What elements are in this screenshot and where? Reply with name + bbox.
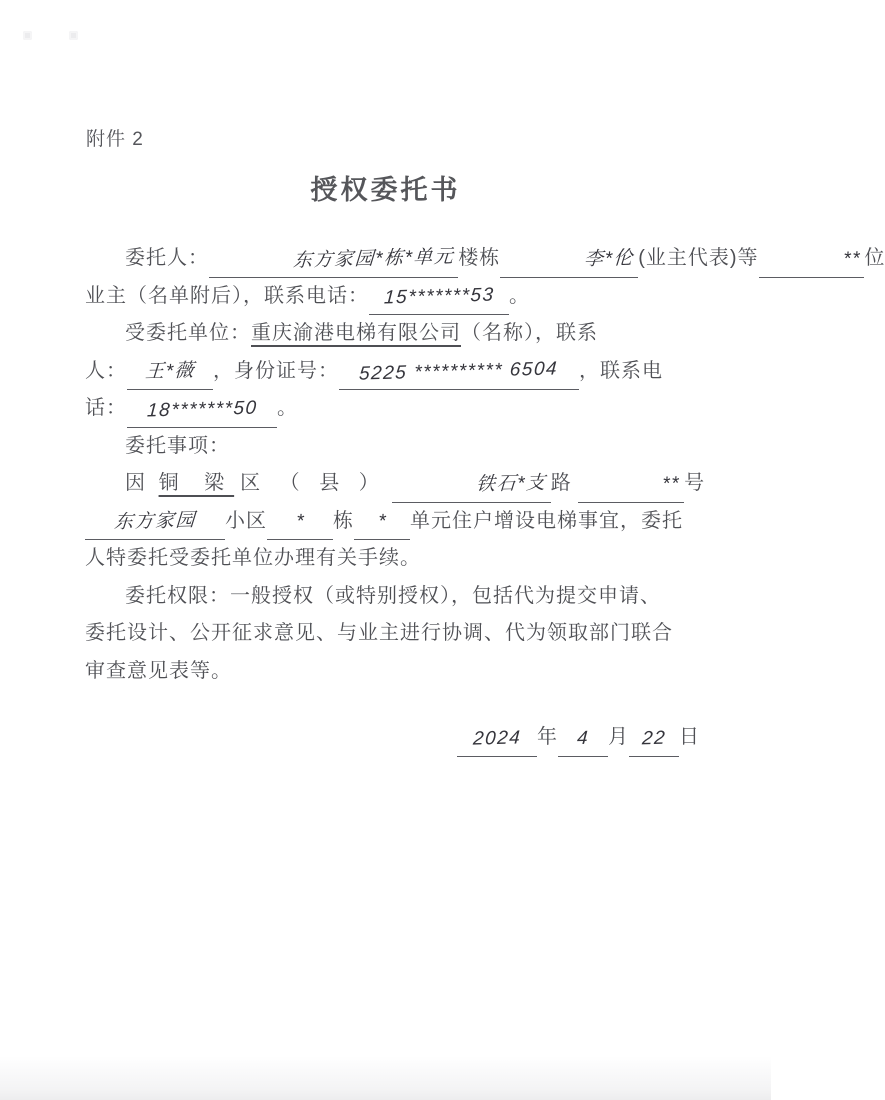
road-name-blank <box>392 469 550 503</box>
consignor-phone-handwriting: 15*******53 <box>383 284 495 309</box>
entrusted-unit-label: 受委托单位： <box>125 322 251 344</box>
street-number-handwriting: ** <box>661 472 681 495</box>
building-number-blank <box>267 506 333 540</box>
matters-heading-label: 委托事项： <box>125 434 230 457</box>
authority-line-1 <box>85 578 702 616</box>
matters-line-1 <box>85 465 706 503</box>
district-name: 铜 梁 <box>158 472 235 494</box>
company-name: 重庆渝港电梯有限公司 <box>251 322 461 344</box>
consignor-line-2 <box>85 278 702 316</box>
year-handwriting: 2024 <box>472 726 522 750</box>
road-word: 路 <box>550 472 572 494</box>
id-number-label: ，身份证号： <box>213 359 339 382</box>
period-mark: 。 <box>509 284 530 307</box>
year-blank <box>457 723 537 757</box>
district-county-label: 区 （ 县 ） <box>240 472 386 494</box>
street-number-blank <box>578 469 684 503</box>
number-word: 号 <box>684 472 706 494</box>
month-blank <box>558 723 608 757</box>
attachment-label: 附件 2 <box>86 129 144 150</box>
id-number-blank <box>339 356 579 390</box>
owner-count-blank <box>759 244 865 278</box>
building-number-handwriting: * <box>294 510 306 533</box>
building-label: 楼栋 <box>458 247 501 269</box>
day-handwriting: 22 <box>641 727 667 749</box>
company-line-1 <box>85 315 702 353</box>
scan-artifact-right <box>69 31 78 40</box>
matters-heading <box>85 428 702 466</box>
consignor-location-handwriting: 东方家园*栋*单元 <box>292 245 455 272</box>
estate-word: 小区 <box>225 509 267 532</box>
owners-contact-label: 业主（名单附后），联系电话： <box>85 284 369 307</box>
company-phone-blank <box>127 394 277 428</box>
consignor-phone-blank <box>369 281 509 315</box>
road-name-handwriting: 铁石*支 <box>475 472 548 495</box>
period-mark: 。 <box>277 397 298 419</box>
consignor-location-blank <box>209 244 458 278</box>
scan-artifact-left <box>23 31 32 40</box>
document-title: 授权委托书 <box>310 175 461 205</box>
authority-line3-text: 审查意见表等。 <box>85 659 232 682</box>
consignor-name-handwriting: 李*伦 <box>583 247 635 270</box>
day-label: 日 <box>679 726 700 748</box>
company-line-2 <box>85 353 702 391</box>
because-word: 因 <box>125 472 146 494</box>
month-handwriting: 4 <box>576 727 590 749</box>
company-line-3 <box>85 390 702 428</box>
year-label: 年 <box>537 726 558 748</box>
id-number-handwriting: 5225 ********** 6504 <box>358 358 560 385</box>
consignor-name-blank <box>500 244 638 278</box>
unit-number-handwriting: * <box>376 510 388 533</box>
authority-line-2 <box>85 615 702 653</box>
owner-representative-label: (业主代表)等 <box>638 247 759 269</box>
contact-name-blank <box>127 356 213 390</box>
unit-word: 位 <box>864 247 885 269</box>
matters-line-3 <box>85 540 702 578</box>
estate-name-blank <box>85 506 225 540</box>
consignor-line-1 <box>85 240 885 278</box>
owner-count-handwriting: ** <box>841 247 861 270</box>
month-label: 月 <box>608 726 629 748</box>
date-line <box>85 719 702 757</box>
company-suffix: （名称），联系 <box>461 322 598 344</box>
unit-number-blank <box>354 506 410 540</box>
contact-name-handwriting: 王*薇 <box>144 360 196 383</box>
contact-phone-label-part: ，联系电 <box>579 359 663 382</box>
estate-name-handwriting: 东方家园 <box>113 509 197 534</box>
authority-line-3 <box>85 653 702 691</box>
day-blank <box>629 723 679 757</box>
phone-label-part: 话： <box>85 397 127 419</box>
authority-line1-text: 委托权限：一般授权（或特别授权），包括代为提交申请、 <box>125 584 661 607</box>
matters-line3-text: 人特委托受委托单位办理有关手续。 <box>85 547 421 569</box>
company-phone-handwriting: 18*******50 <box>146 397 258 421</box>
building-word: 栋 <box>333 509 354 532</box>
matters-line-2 <box>85 503 702 541</box>
authority-line2-text: 委托设计、公开征求意见、与业主进行协调、代为领取部门联合 <box>85 622 673 644</box>
document-body <box>85 240 885 757</box>
contact-person-label: 人： <box>85 359 127 382</box>
matters-line2-text: 单元住户增设电梯事宜，委托 <box>410 509 683 532</box>
consignor-label: 委托人： <box>125 247 209 269</box>
